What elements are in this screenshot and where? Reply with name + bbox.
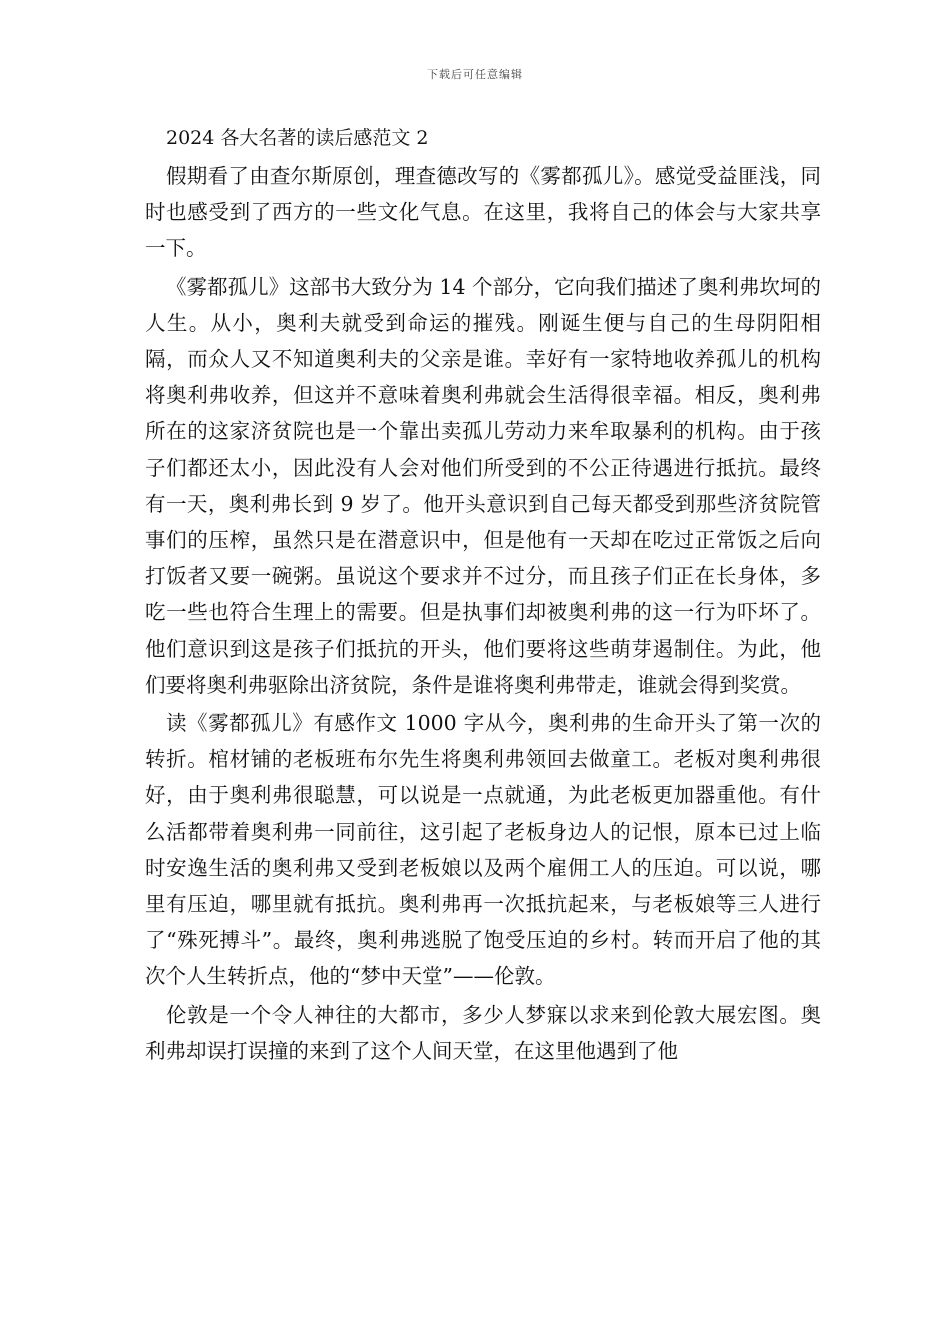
paragraph: 伦敦是一个令人神往的大都市，多少人梦寐以求来到伦敦大展宏图。奥利弗却误打误撞的来到了这个人间天堂，在这里他遇到了他 — [145, 1002, 821, 1063]
paragraph: 假期看了由查尔斯原创，理查德改写的《雾都孤儿》。感觉受益匪浅，同时也感受到了西方的一些文化气息。在这里，我将自己的体会与大家共享一下。 — [145, 164, 821, 261]
paragraph: 读《雾都孤儿》有感作文 1000 字从今，奥利弗的生命开头了第一次的转折。棺材铺的老板班布尔先生将奥利弗领回去做童工。老板对奥利弗很好，由于奥利弗很聪慧，可以说是一点就通，为此老板更加器重他。有什么活都带着奥利弗一同前往，这引起了老板身边人的记恨，原本已过上临时安逸生活的奥利弗又受到老板娘以及两个雇佣工人的压迫。可以说，哪里有压迫，哪里就有抵抗。奥利弗再一次抵抗起来，与老板娘等三人进行了“殊死搏斗”。最终，奥利弗逃脱了饱受压迫的乡村。转而开启了他的其次个人生转折点，他的“梦中天堂”——伦敦。 — [145, 711, 821, 989]
header-note: 下载后可任意编辑 — [427, 68, 523, 81]
document-body — [145, 158, 821, 1071]
paragraph: 《雾都孤儿》这部书大致分为 14 个部分，它向我们描述了奥利弗坎坷的人生。从小，奥利夫就受到命运的摧残。刚诞生便与自己的生母阴阳相隔，而众人又不知道奥利夫的父亲是谁。幸好有一家特地收养孤儿的机构将奥利弗收养，但这并不意味着奥利弗就会生活得很幸福。相反，奥利弗所在的这家济贫院也是一个靠出卖孤儿劳动力来牟取暴利的机构。由于孩子们都还太小，因此没有人会对他们所受到的不公正待遇进行抵抗。最终有一天，奥利弗长到 9 岁了。他开头意识到自己每天都受到那些济贫院管事们的压榨，虽然只是在潜意识中，但是他有一天却在吃过正常饭之后向打饭者又要一碗粥。虽说这个要求并不过分，而且孩子们正在长身体，多吃一些也符合生理上的需要。但是执事们却被奥利弗的这一行为吓坏了。他们意识到这是孩子们抵抗的开头，他们要将这些萌芽遏制住。为此，他们要将奥利弗驱除出济贫院，条件是谁将奥利弗带走，谁就会得到奖赏。 — [145, 274, 821, 697]
document-title: 2024 各大名著的读后感范文 2 — [166, 127, 429, 149]
